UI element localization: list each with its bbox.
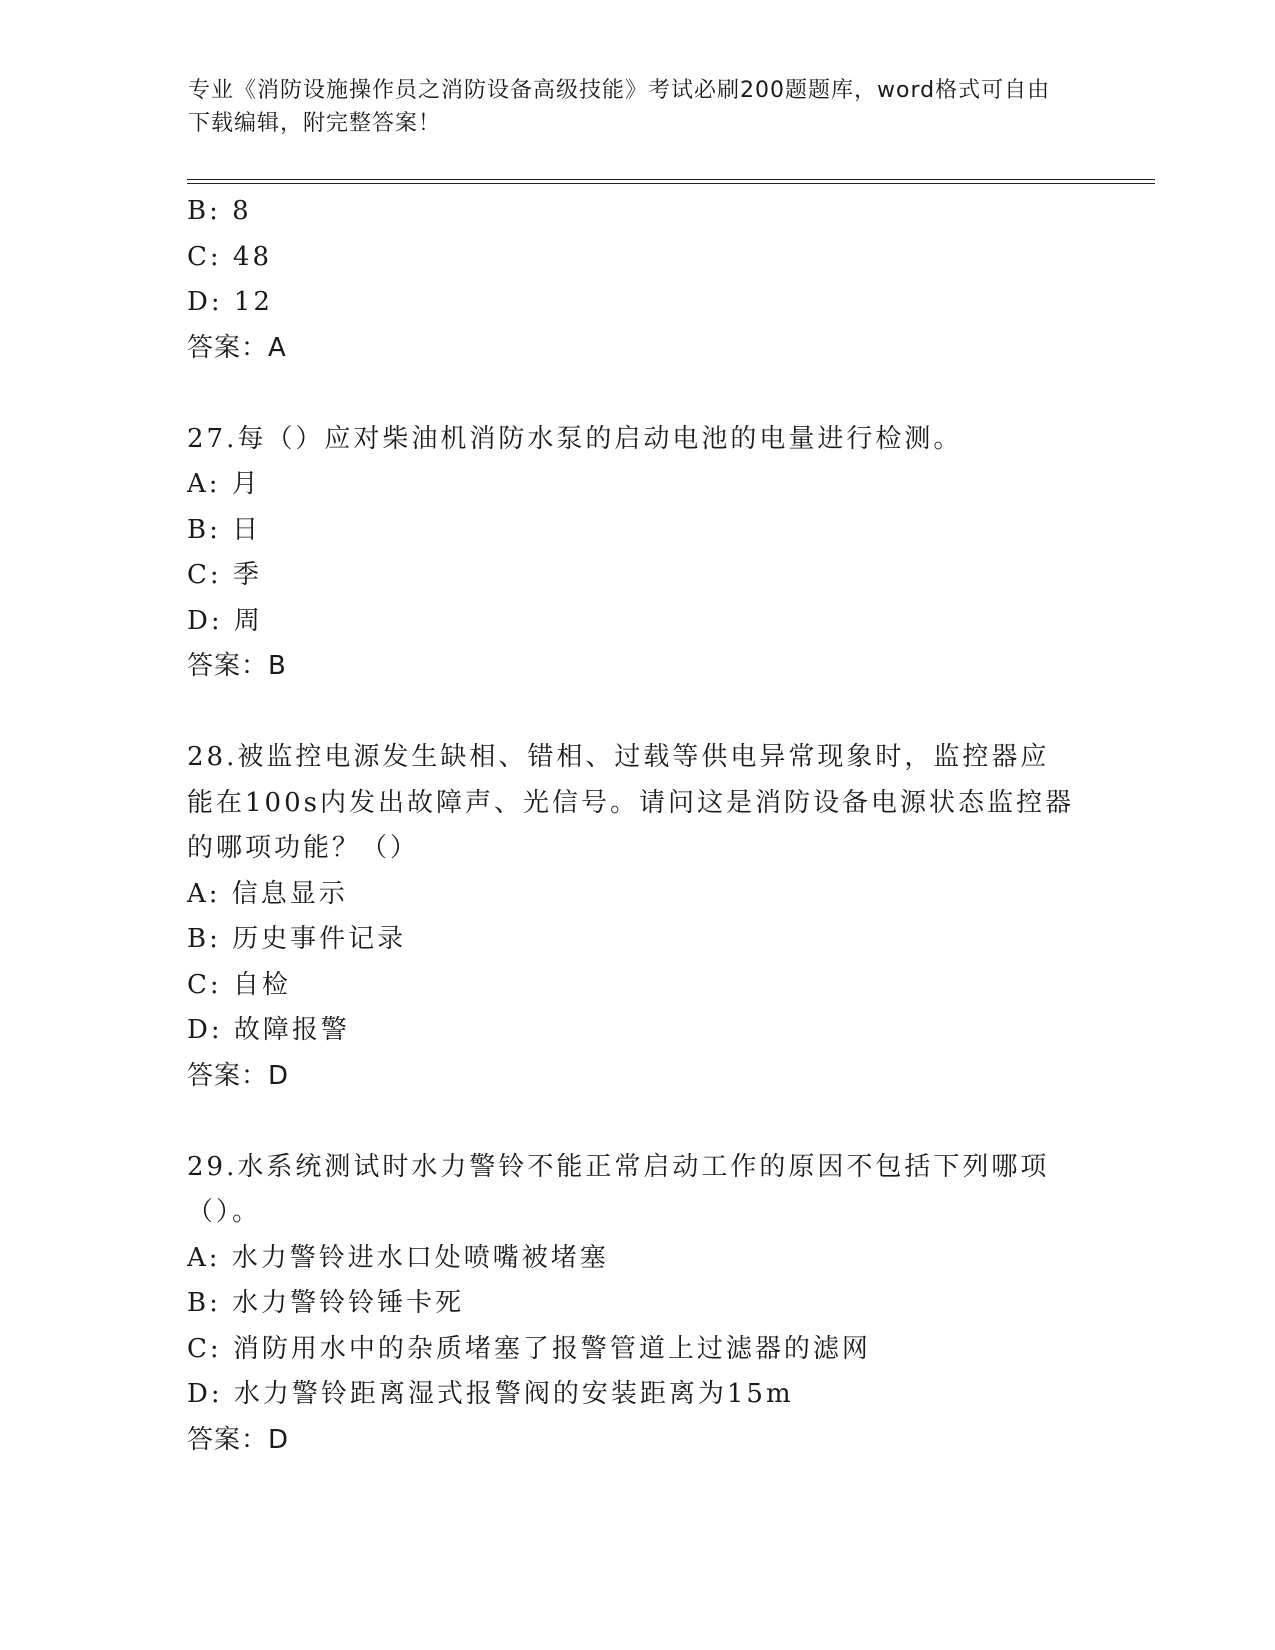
option-b: B: 8 xyxy=(187,196,252,226)
carryover-question xyxy=(187,189,1087,371)
option-a: A: 水力警铃进水口处喷嘴被堵塞 xyxy=(187,1242,609,1273)
option-b: B: 水力警铃铃锤卡死 xyxy=(187,1288,465,1318)
option-d: D: 周 xyxy=(187,605,263,636)
question-stem: 29.水系统测试时水力警铃不能正常启动工作的原因不包括下列哪项（）。 xyxy=(187,1151,1050,1227)
question-28 xyxy=(187,735,1087,1099)
question-stem: 27.每（）应对柴油机消防水泵的启动电池的电量进行检测。 xyxy=(187,423,963,454)
question-27 xyxy=(187,417,1087,690)
answer-line: 答案：A xyxy=(187,332,287,363)
question-list xyxy=(187,189,1087,1463)
answer-line: 答案：D xyxy=(187,1060,290,1091)
answer-line: 答案：D xyxy=(187,1424,290,1455)
option-a: A: 信息显示 xyxy=(187,878,348,909)
option-d: D: 水力警铃距离湿式报警阀的安装距离为15m xyxy=(187,1379,794,1409)
header-divider-bottom xyxy=(187,183,1155,184)
option-c: C: 48 xyxy=(187,241,273,272)
document-header: 专业《消防设施操作员之消防设备高级技能》考试必刷200题题库，word格式可自由下载编辑，附完整答案！ xyxy=(188,78,1051,136)
header-divider-top xyxy=(187,179,1155,180)
option-d: D: 12 xyxy=(187,287,273,317)
option-c: C: 季 xyxy=(187,560,262,590)
option-c: C: 消防用水中的杂质堵塞了报警管道上过滤器的滤网 xyxy=(187,1333,871,1364)
option-a: A: 月 xyxy=(187,469,261,499)
question-29 xyxy=(187,1145,1087,1464)
answer-line: 答案：B xyxy=(187,651,287,681)
option-b: B: 日 xyxy=(187,514,262,545)
option-b: B: 历史事件记录 xyxy=(187,924,407,954)
question-stem: 28.被监控电源发生缺相、错相、过载等供电异常现象时，监控器应能在100s内发出故障声、光信号。请问这是消防设备电源状态监控器的哪项功能？（） xyxy=(187,742,1074,863)
option-c: C: 自检 xyxy=(187,969,291,1000)
option-d: D: 故障报警 xyxy=(187,1015,350,1045)
